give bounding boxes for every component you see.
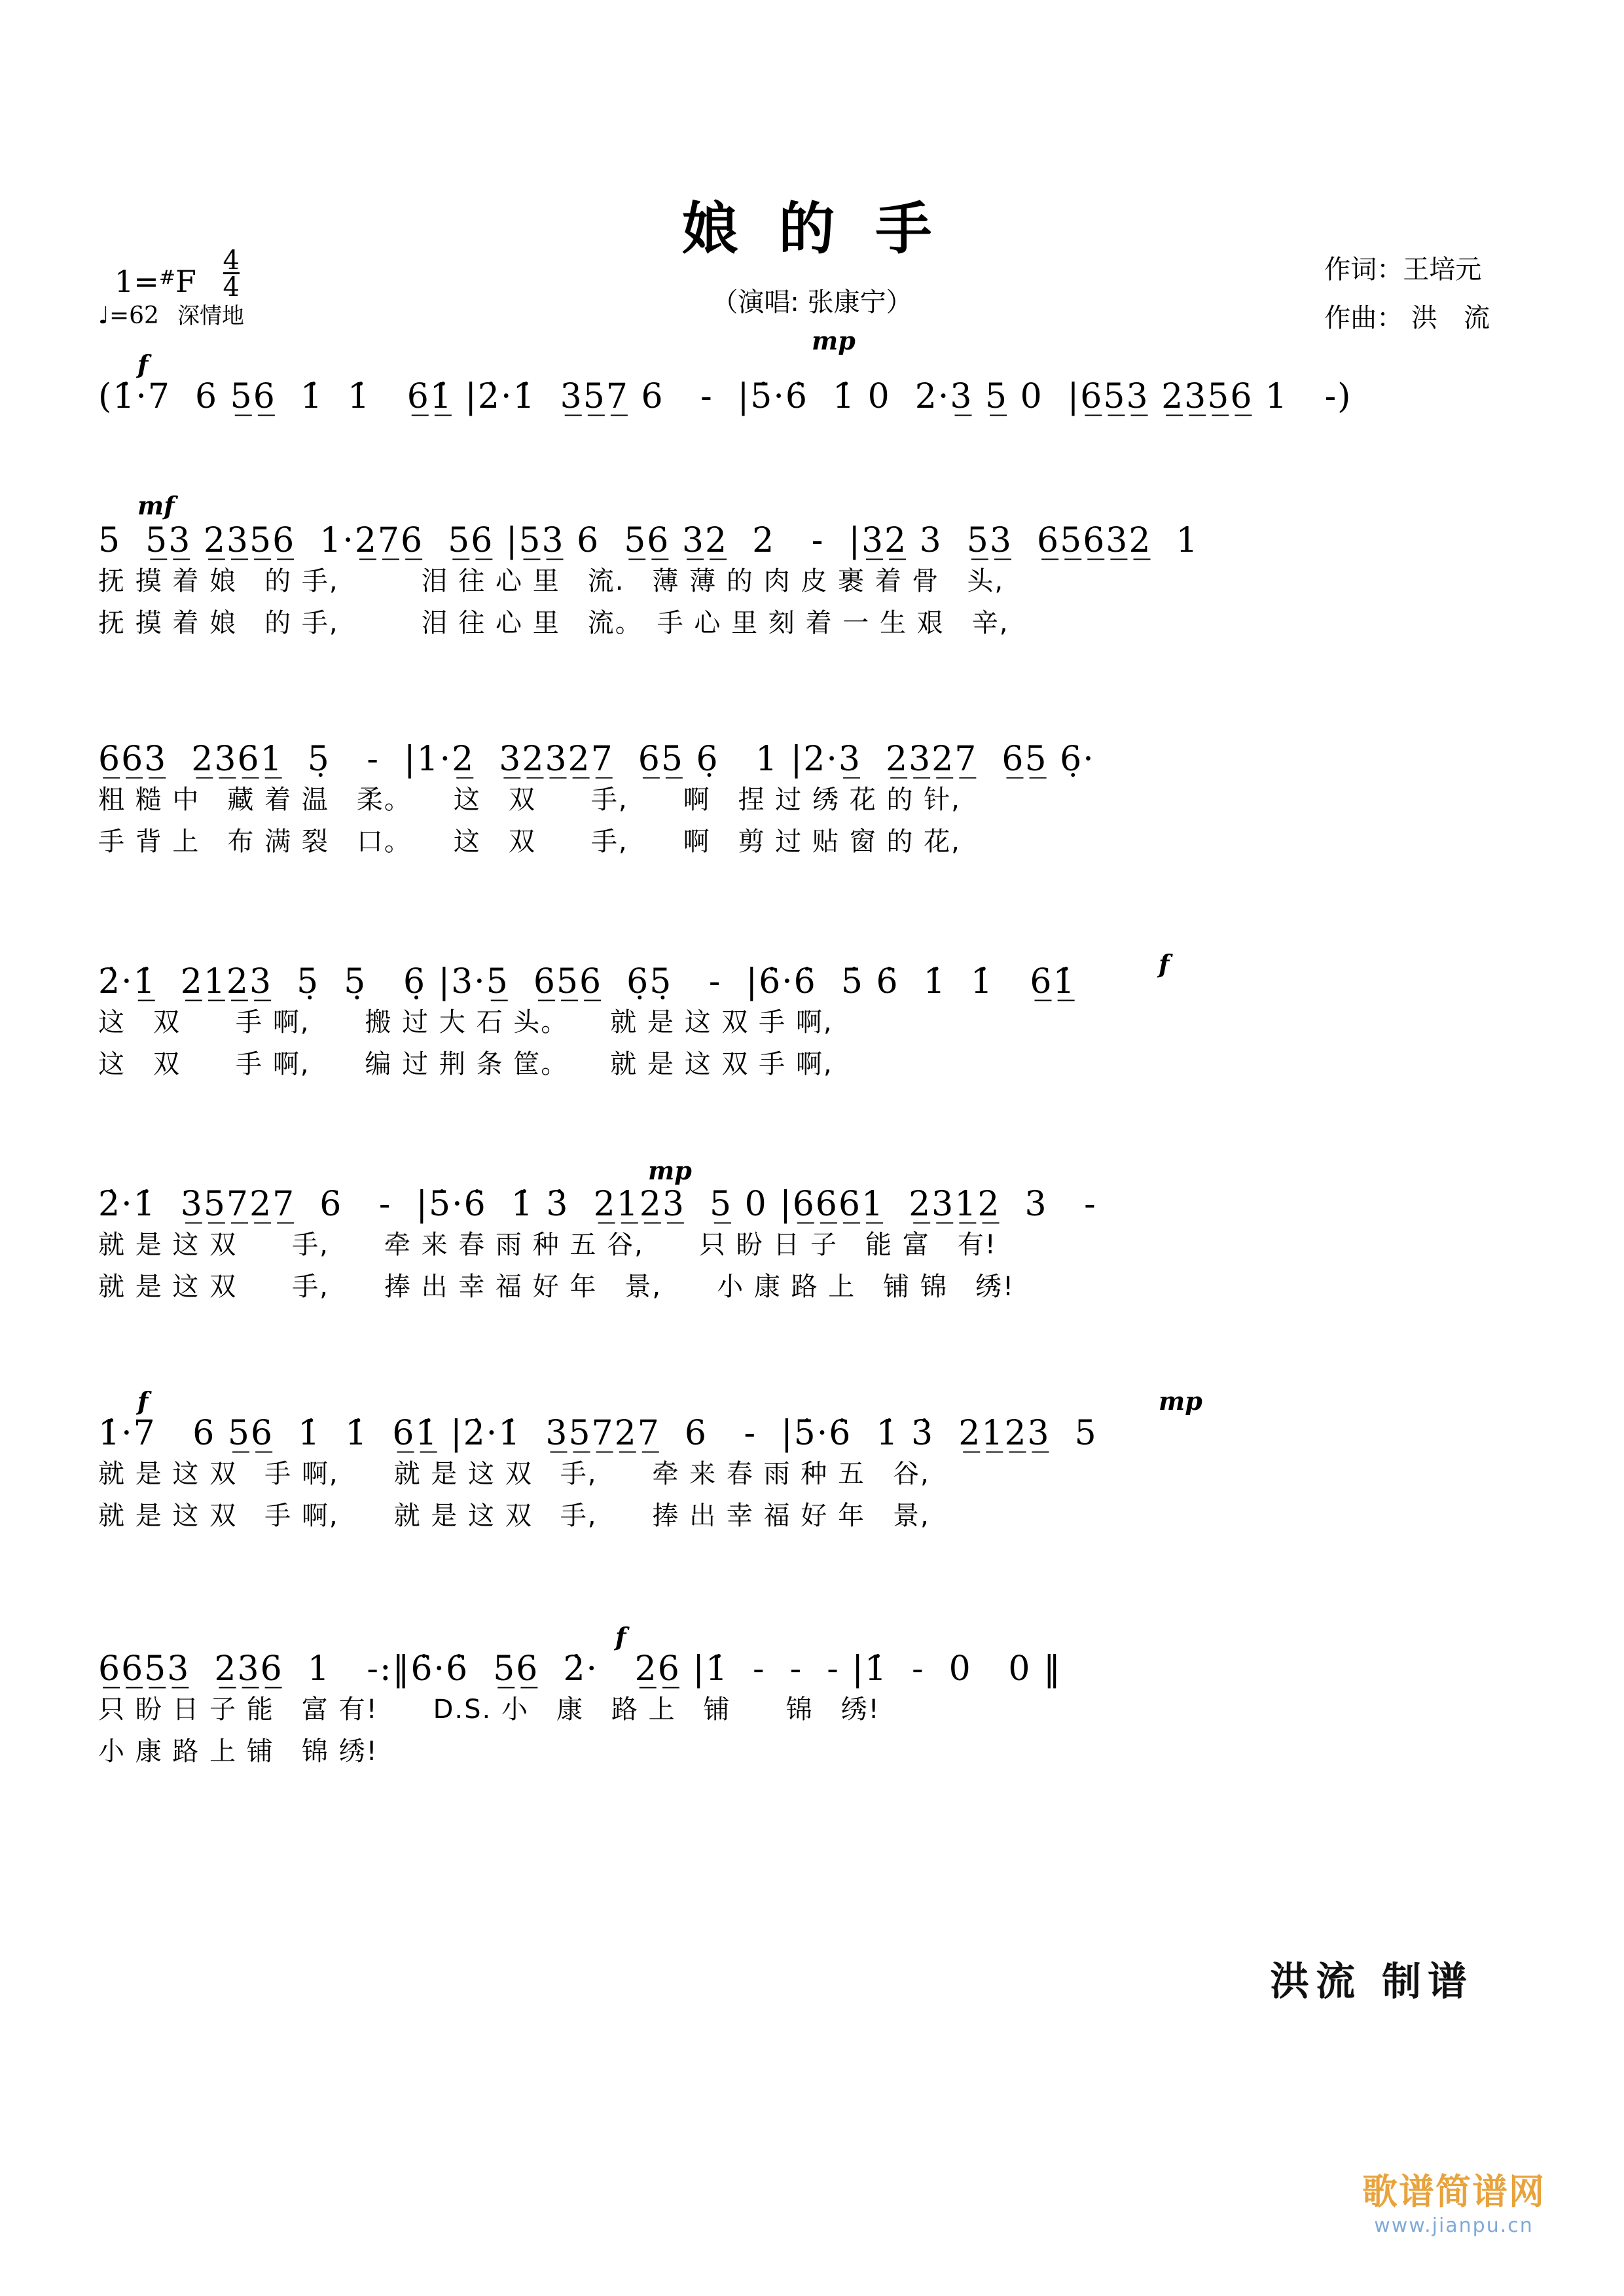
music-system: [98, 1622, 1525, 1772]
lyric-row: 这 双 手 啊, 搬 过 大 石 头。 就 是 这 双 手 啊,: [98, 1007, 833, 1037]
note-row: 2̇·1̲̇ 2̲1̲2̲3̲ 5̣ 5̣ 6̣ |3·5̲ 6̲5̲6̲ 6̣5̣ - |6̇·6̇ 5̇ 6̇ 1̇ 1̇ 6̲1̲̇: [98, 962, 1076, 1001]
time-signature: [223, 245, 240, 302]
tempo-marking: ♩=62: [98, 302, 159, 329]
lyric-row: 这 双 手 啊, 编 过 荆 条 筐。 就 是 这 双 手 啊,: [98, 1049, 833, 1079]
mood-marking: 深情地: [177, 303, 244, 329]
watermark-url: www.jianpu.cn: [1374, 2214, 1534, 2237]
lyric-row: 粗 糙 中 藏 着 温 柔。 这 双 手, 啊 捏 过 绣 花 的 针,: [98, 785, 961, 815]
singer-line: （演唱: 张康宁）: [712, 287, 912, 317]
lyric-row: 就 是 这 双 手 啊, 就 是 这 双 手, 牵 来 春 雨 种 五 谷,: [98, 1459, 930, 1489]
lyric-row: 手 背 上 布 满 裂 口。 这 双 手, 啊 剪 过 贴 窗 的 花,: [98, 827, 961, 857]
lyric-row: 就 是 这 双 手, 牵 来 春 雨 种 五 谷, 只 盼 日 子 能 富 有!: [98, 1230, 997, 1260]
note-row: 6̲6̲5̲3̲ 2̲3̲6̲ 1 -:‖6̇·6̇ 5̲6̲ 2̇· 2̲6̲ |1̇ - - - |1̇ - 0 0 ‖: [98, 1649, 1062, 1689]
dynamic-mark: mf: [137, 491, 175, 520]
music-system: [98, 491, 1525, 644]
dynamic-mark: f: [137, 1386, 149, 1416]
credits: [1324, 245, 1490, 342]
key-signature-block: [115, 245, 240, 302]
lyric-row: 抚 摸 着 娘 的 手, 泪 往 心 里 流. 薄 薄 的 肉 皮 裹 着 骨 头,: [98, 566, 1005, 596]
lyric-row: 就 是 这 双 手, 捧 出 幸 福 好 年 景, 小 康 路 上 铺 锦 绣!: [98, 1272, 1015, 1302]
lyric-row: 抚 摸 着 娘 的 手, 泪 往 心 里 流。 手 心 里 刻 着 一 生 艰 辛,: [98, 608, 1009, 638]
dynamic-mark: mp: [648, 1156, 692, 1185]
music-system: [98, 326, 1525, 416]
music-system: [98, 740, 1525, 863]
dynamic-mark: f: [615, 1622, 626, 1651]
note-row: 1̇·7 6 5̲6̲ 1̇ 1̇ 6̲1̲̇ |2̇·1̇ 3̲5̲7̲2̲7̲ 6 - |5̇·6̇ 1̇ 3̇ 2̲1̲2̲3̲ 5: [98, 1414, 1098, 1453]
lyric-row: 就 是 这 双 手 啊, 就 是 这 双 手, 捧 出 幸 福 好 年 景,: [98, 1501, 930, 1531]
watermark-title: 歌谱简谱网: [1362, 2171, 1545, 2212]
key-label: 1=: [115, 264, 159, 299]
lyric-row: 只 盼 日 子 能 富 有! D.S. 小 康 路 上 铺 锦 绣!: [98, 1695, 880, 1725]
key-accidental: #: [158, 266, 175, 289]
watermark: [1362, 2164, 1545, 2237]
engraver-stamp: 洪流 制谱: [1270, 1959, 1473, 2005]
lyricist-line: 作词：王培元: [1324, 255, 1482, 285]
dynamic-mark: f: [1159, 949, 1170, 978]
music-system: [98, 949, 1525, 1085]
dynamic-mark: mp: [812, 326, 856, 355]
page-title: 娘 的 手: [681, 196, 943, 262]
dynamic-mark: f: [137, 350, 149, 379]
lyric-row: 小 康 路 上 铺 锦 绣!: [98, 1736, 378, 1767]
composer-line: 作曲： 洪 流: [1324, 303, 1490, 333]
music-system: [98, 1156, 1525, 1308]
music-system: [98, 1386, 1525, 1537]
key-line: [115, 245, 240, 302]
note-row: 2̇·1̇ 3̲5̲7̲2̲7̲ 6 - |5̇·6̇ 1̇ 3̇ 2̲1̲2̲3̲ 5̲ 0 |6̲6̲6̲1̲ 2̲3̲1̲2̲ 3 -: [98, 1185, 1097, 1224]
meter-denominator: 4: [223, 272, 240, 302]
dynamic-mark: mp: [1159, 1386, 1202, 1416]
key-letter: F: [175, 264, 196, 299]
note-row: 5 5̲3̲ 2̲3̲5̲6̲ 1·2̲7̲6̲ 5̲6̲ |5̲3̲ 6 5̲6̲ 3̲2̲ 2 - |3̲2̲ 3 5̲3̲ 6̲5̲6̲3̲2̲ 1: [98, 521, 1199, 560]
note-row: (1̇·7 6 5̲6̲ 1̇ 1̇ 6̲1̲̇ |2̇·1̇ 3̲5̲7̲ 6 - |5̇·6̇ 1̇ 0 2·3̲ 5̲ 0 |6̲5̲3̲ 2̲3̲5̲6̲ 1 -): [98, 377, 1352, 416]
tempo-block: [98, 298, 244, 330]
meter-numerator: 4: [223, 245, 240, 276]
note-row: 6̲6̲3̲ 2̲3̲6̲1̲ 5̣ - |1·2̲ 3̲2̲3̲2̲7̲ 6̲5̲ 6̣ 1 |2·3̲ 2̲3̲2̲7̲ 6̲5̲ 6̣·: [98, 740, 1095, 779]
